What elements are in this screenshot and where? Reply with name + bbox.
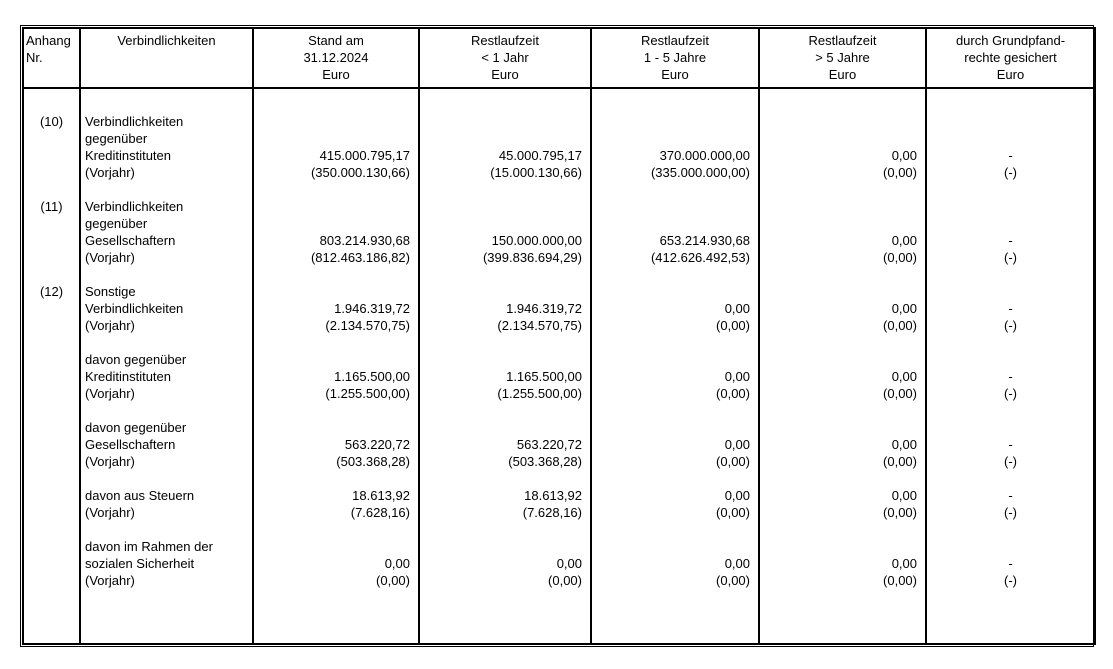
table-row xyxy=(23,351,1095,419)
table-body xyxy=(23,88,1095,644)
row-label-line: gegenüber xyxy=(85,216,148,231)
cell-grund xyxy=(926,283,1095,351)
cell-label xyxy=(80,88,253,198)
row-label-line: Kreditinstituten xyxy=(85,148,171,163)
value-line: (350.000.130,66) xyxy=(310,165,410,180)
cell-rest5 xyxy=(759,538,926,606)
value-line: (335.000.000,00) xyxy=(650,165,750,180)
anhang-number: (11) xyxy=(40,199,63,214)
column-header-grund xyxy=(926,28,1095,88)
value-line xyxy=(760,113,917,130)
cell-anhang xyxy=(23,351,80,419)
cell-grund xyxy=(926,419,1095,487)
table-row xyxy=(23,538,1095,606)
cell-stand xyxy=(253,88,419,198)
row-label-line: Verbindlichkeiten xyxy=(85,199,184,214)
value-line xyxy=(592,198,750,215)
cell-rest1 xyxy=(419,283,591,351)
header-line: Anhang xyxy=(26,33,71,48)
value-line xyxy=(254,215,410,232)
cell-label xyxy=(80,351,253,419)
value-line xyxy=(254,198,410,215)
column-header-rest1 xyxy=(419,28,591,88)
cell-rest5 xyxy=(759,419,926,487)
filler-row xyxy=(23,606,1095,644)
value-line xyxy=(760,351,917,368)
column-header-label xyxy=(80,28,253,88)
row-label-line: gegenüber xyxy=(85,131,148,146)
column-header-rest5 xyxy=(759,28,926,88)
cell-rest15 xyxy=(591,198,759,283)
filler-cell xyxy=(23,606,80,644)
anhang-number: (12) xyxy=(39,284,64,299)
value-line xyxy=(760,538,917,555)
row-label-line: sozialen Sicherheit xyxy=(85,556,195,571)
value-line: 0,00 xyxy=(891,233,917,248)
header-line: durch Grundpfand- xyxy=(955,33,1066,48)
value-line: 1.946.319,72 xyxy=(506,301,582,316)
value-line: 150.000.000,00 xyxy=(491,233,582,248)
cell-stand xyxy=(253,419,419,487)
value-line: (-) xyxy=(1004,318,1017,333)
value-line: - xyxy=(1008,369,1013,384)
cell-anhang xyxy=(23,419,80,487)
row-label-line: (Vorjahr) xyxy=(85,318,135,333)
value-line xyxy=(760,215,917,232)
liabilities-table-frame xyxy=(20,25,1094,647)
value-line xyxy=(254,113,410,130)
cell-rest5 xyxy=(759,283,926,351)
header-line: 1 - 5 Jahre xyxy=(643,50,707,65)
cell-rest15 xyxy=(591,88,759,198)
header-line: 31.12.2024 xyxy=(303,50,369,65)
cell-grund xyxy=(926,198,1095,283)
value-line xyxy=(420,419,582,436)
value-line: (0,00) xyxy=(883,250,917,265)
value-line xyxy=(254,283,410,300)
cell-rest15 xyxy=(591,487,759,538)
value-line: (1.255.500,00) xyxy=(325,386,410,401)
value-line: (-) xyxy=(1004,505,1017,520)
table-row xyxy=(23,283,1095,351)
filler-cell xyxy=(759,606,926,644)
value-line: 415.000.795,17 xyxy=(319,148,410,163)
value-line xyxy=(420,351,582,368)
value-line: (503.368,28) xyxy=(336,454,410,469)
header-line: > 5 Jahre xyxy=(815,50,870,65)
cell-anhang xyxy=(23,538,80,606)
value-line: (1.255.500,00) xyxy=(497,386,582,401)
value-line: (0,00) xyxy=(883,165,917,180)
cell-rest1 xyxy=(419,419,591,487)
cell-stand xyxy=(253,487,419,538)
value-line: 0,00 xyxy=(891,488,917,503)
header-line: Euro xyxy=(996,67,1025,82)
value-line: 563.220,72 xyxy=(516,437,582,452)
value-line: 1.946.319,72 xyxy=(334,301,410,316)
header-line: Restlaufzeit xyxy=(808,33,877,48)
value-line: 0,00 xyxy=(724,369,750,384)
row-label-line: Kreditinstituten xyxy=(85,369,171,384)
value-line: (0,00) xyxy=(883,318,917,333)
value-line: (2.134.570,75) xyxy=(497,318,582,333)
value-line: - xyxy=(1008,488,1013,503)
header-line: Restlaufzeit xyxy=(471,33,539,48)
filler-cell xyxy=(253,606,419,644)
cell-label xyxy=(80,538,253,606)
cell-rest1 xyxy=(419,487,591,538)
column-header-anhang xyxy=(23,28,80,88)
header-line: < 1 Jahr xyxy=(481,50,529,65)
value-line: (0,00) xyxy=(716,573,750,588)
table-row xyxy=(23,198,1095,283)
value-line xyxy=(927,419,1094,436)
value-line: (412.626.492,53) xyxy=(650,250,750,265)
cell-grund xyxy=(926,88,1095,198)
anhang-number xyxy=(24,487,79,504)
header-line: Stand am xyxy=(308,33,364,48)
cell-stand xyxy=(253,198,419,283)
value-line: (-) xyxy=(1004,386,1017,401)
value-line: 0,00 xyxy=(891,369,917,384)
value-line: 0,00 xyxy=(724,301,750,316)
value-line: 0,00 xyxy=(891,148,917,163)
cell-grund xyxy=(926,351,1095,419)
value-line: - xyxy=(1008,148,1013,163)
value-line: (0,00) xyxy=(716,386,750,401)
row-label-line: davon aus Steuern xyxy=(85,488,195,503)
value-line: (0,00) xyxy=(548,573,582,588)
value-line xyxy=(254,130,410,147)
anhang-number xyxy=(24,351,79,368)
header-line: Euro xyxy=(322,67,350,82)
row-label-line: (Vorjahr) xyxy=(85,165,135,180)
table-row xyxy=(23,487,1095,538)
value-line: 1.165.500,00 xyxy=(506,369,582,384)
value-line: 0,00 xyxy=(891,301,917,316)
cell-rest1 xyxy=(419,538,591,606)
cell-anhang xyxy=(23,487,80,538)
value-line xyxy=(254,538,410,555)
value-line: 1.165.500,00 xyxy=(334,369,410,384)
value-line: (0,00) xyxy=(716,318,750,333)
cell-rest15 xyxy=(591,538,759,606)
header-line: Verbindlichkeiten xyxy=(117,33,216,48)
value-line xyxy=(760,198,917,215)
value-line xyxy=(592,130,750,147)
value-line: - xyxy=(1008,233,1013,248)
cell-rest1 xyxy=(419,351,591,419)
value-line: (503.368,28) xyxy=(508,454,582,469)
value-line: 0,00 xyxy=(384,556,410,571)
value-line: (2.134.570,75) xyxy=(325,318,410,333)
row-label-line: Gesellschaftern xyxy=(85,233,176,248)
value-line: - xyxy=(1008,301,1013,316)
value-line: (0,00) xyxy=(716,454,750,469)
header-line: Euro xyxy=(661,67,689,82)
value-line xyxy=(927,130,1094,147)
row-label-line: davon gegenüber xyxy=(85,420,187,435)
cell-rest5 xyxy=(759,351,926,419)
value-line: 18.613,92 xyxy=(352,488,410,503)
value-line xyxy=(592,283,750,300)
header-line: rechte gesichert xyxy=(964,50,1057,65)
row-label-line: Verbindlichkeiten xyxy=(85,301,184,316)
value-line: (812.463.186,82) xyxy=(310,250,410,265)
value-line: (399.836.694,29) xyxy=(482,250,582,265)
row-label-line: davon gegenüber xyxy=(85,352,187,367)
liabilities-table xyxy=(22,27,1096,645)
cell-rest5 xyxy=(759,487,926,538)
value-line: 0,00 xyxy=(891,437,917,452)
row-label-line: (Vorjahr) xyxy=(85,454,135,469)
value-line: - xyxy=(1008,437,1013,452)
value-line: 0,00 xyxy=(891,556,917,571)
value-line: 0,00 xyxy=(724,488,750,503)
cell-stand xyxy=(253,351,419,419)
value-line xyxy=(254,351,410,368)
value-line: 0,00 xyxy=(724,556,750,571)
value-line xyxy=(927,198,1094,215)
row-label-line: davon im Rahmen der xyxy=(85,539,213,554)
filler-cell xyxy=(926,606,1095,644)
value-line xyxy=(420,538,582,555)
cell-rest5 xyxy=(759,198,926,283)
value-line: (15.000.130,66) xyxy=(490,165,582,180)
filler-cell xyxy=(80,606,253,644)
value-line xyxy=(420,283,582,300)
value-line: 45.000.795,17 xyxy=(498,148,582,163)
value-line xyxy=(927,215,1094,232)
column-header-rest15 xyxy=(591,28,759,88)
value-line: (7.628,16) xyxy=(522,505,582,520)
row-label-line: Verbindlichkeiten xyxy=(85,114,184,129)
value-line: (0,00) xyxy=(716,505,750,520)
cell-rest15 xyxy=(591,283,759,351)
column-header-stand xyxy=(253,28,419,88)
anhang-number xyxy=(24,538,79,555)
value-line xyxy=(760,419,917,436)
value-line xyxy=(592,538,750,555)
value-line xyxy=(420,113,582,130)
value-line xyxy=(592,215,750,232)
cell-label xyxy=(80,487,253,538)
cell-label xyxy=(80,283,253,351)
cell-grund xyxy=(926,487,1095,538)
value-line: (-) xyxy=(1004,454,1017,469)
value-line: (0,00) xyxy=(883,505,917,520)
cell-stand xyxy=(253,283,419,351)
value-line: (7.628,16) xyxy=(350,505,410,520)
value-line xyxy=(927,538,1094,555)
cell-rest5 xyxy=(759,88,926,198)
value-line xyxy=(254,419,410,436)
header-line: Restlaufzeit xyxy=(641,33,709,48)
header-line: Euro xyxy=(491,67,519,82)
value-line xyxy=(927,351,1094,368)
header-line: Euro xyxy=(828,67,857,82)
value-line: (-) xyxy=(1004,165,1017,180)
value-line: (-) xyxy=(1004,573,1017,588)
value-line xyxy=(420,130,582,147)
header-line: Nr. xyxy=(26,50,43,65)
row-label-line: Sonstige xyxy=(85,284,136,299)
row-label-line: Gesellschaftern xyxy=(85,437,176,452)
value-line xyxy=(927,113,1094,130)
value-line: 370.000.000,00 xyxy=(659,148,750,163)
value-line xyxy=(592,113,750,130)
value-line: (0,00) xyxy=(883,573,917,588)
cell-rest1 xyxy=(419,198,591,283)
value-line: 653.214.930,68 xyxy=(659,233,750,248)
value-line xyxy=(592,351,750,368)
row-label-line: (Vorjahr) xyxy=(85,250,135,265)
value-line: 0,00 xyxy=(724,437,750,452)
cell-anhang xyxy=(23,283,80,351)
value-line: 803.214.930,68 xyxy=(319,233,410,248)
cell-grund xyxy=(926,538,1095,606)
table-row xyxy=(23,419,1095,487)
value-line xyxy=(927,283,1094,300)
value-line: 563.220,72 xyxy=(344,437,410,452)
cell-anhang xyxy=(23,198,80,283)
value-line: (0,00) xyxy=(883,454,917,469)
value-line: - xyxy=(1008,556,1013,571)
cell-rest1 xyxy=(419,88,591,198)
value-line: 0,00 xyxy=(556,556,582,571)
filler-cell xyxy=(591,606,759,644)
table-row xyxy=(23,88,1095,198)
cell-stand xyxy=(253,538,419,606)
cell-rest15 xyxy=(591,351,759,419)
row-label-line: (Vorjahr) xyxy=(85,573,135,588)
cell-label xyxy=(80,419,253,487)
header-row xyxy=(23,28,1095,88)
value-line: (0,00) xyxy=(376,573,410,588)
value-line: 18.613,92 xyxy=(524,488,582,503)
filler-cell xyxy=(419,606,591,644)
row-label-line: (Vorjahr) xyxy=(85,386,135,401)
cell-label xyxy=(80,198,253,283)
cell-rest15 xyxy=(591,419,759,487)
value-line xyxy=(420,198,582,215)
value-line: (-) xyxy=(1004,250,1017,265)
value-line xyxy=(760,283,917,300)
value-line: (0,00) xyxy=(883,386,917,401)
value-line xyxy=(592,419,750,436)
row-label-line: (Vorjahr) xyxy=(85,505,135,520)
cell-anhang xyxy=(23,88,80,198)
anhang-number: (10) xyxy=(39,114,64,129)
anhang-number xyxy=(24,419,79,436)
value-line xyxy=(760,130,917,147)
value-line xyxy=(420,215,582,232)
